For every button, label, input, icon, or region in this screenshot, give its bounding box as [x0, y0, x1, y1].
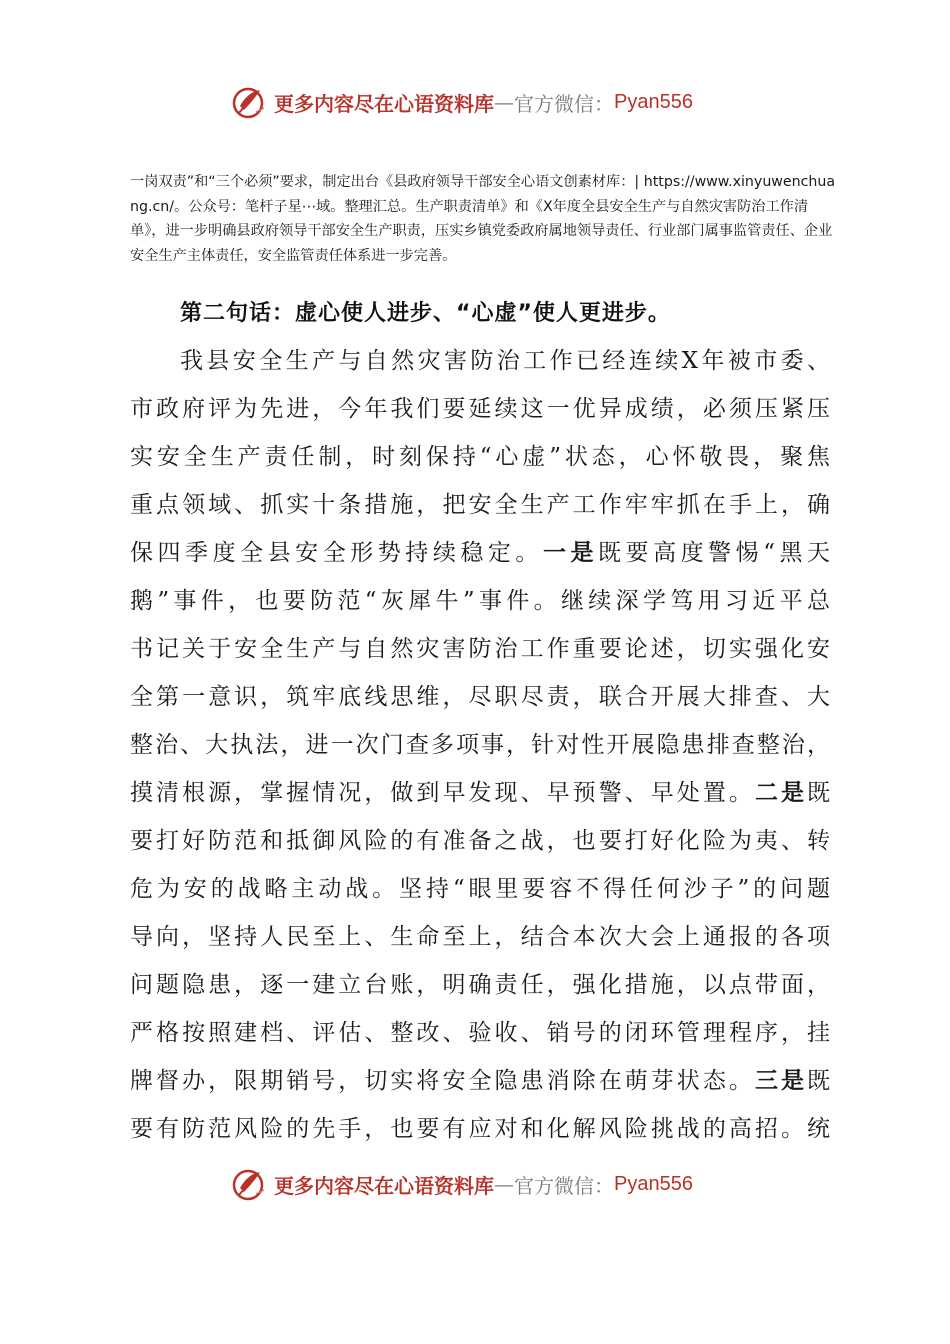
body-line: 全第一意识，筑牢底线思维，尽职尽责，联合开展大排查、大	[130, 684, 830, 710]
body-line: 整治、大执法，进一次门查多项事，针对性开展隐患排查整治，	[130, 732, 830, 758]
banner-wechat-id: Pyan556	[614, 90, 693, 113]
banner-dash: —	[494, 90, 514, 114]
banner-wechat-id: Pyan556	[614, 1172, 693, 1195]
body-line: 保四季度全县安全形势持续稳定。一是既要高度警惕“黑天	[130, 539, 831, 566]
body-line: 市政府评为先进，今年我们要延续这一优异成绩，必须压紧压	[130, 396, 830, 422]
section-heading: 第二句话：虚心使人进步、“心虚”使人更进步。	[180, 301, 671, 326]
banner-wechat-label: 官方微信：	[514, 1173, 614, 1198]
body-line: 实安全生产责任制，时刻保持“心虚”状态，心怀敬畏，聚焦	[130, 444, 830, 470]
footer-banner	[230, 1162, 693, 1206]
body-line: 危为安的战略主动战。坚持“眼里要容不得任何沙子”的问题	[130, 876, 830, 902]
banner-wechat-label: 官方微信：	[514, 91, 614, 116]
banner-title: 更多内容尽在心语资料库	[274, 1173, 494, 1198]
banner-title: 更多内容尽在心语资料库	[274, 91, 494, 116]
header-banner	[230, 80, 693, 124]
body-line: 要有防范风险的先手，也要有应对和化解风险挑战的高招。统	[130, 1116, 830, 1142]
body-line: 重点领域、抓实十条措施，把安全生产工作牢牢抓在手上，确	[130, 492, 830, 518]
body-line: 要打好防范和抵御风险的有准备之战，也要打好化险为夷、转	[130, 828, 830, 854]
body-line: 牌督办，限期销号，切实将安全隐患消除在萌芽状态。三是既	[130, 1067, 831, 1094]
body-line: 摸清根源，掌握情况，做到早发现、早预警、早处置。二是既	[130, 779, 831, 806]
body-line: 书记关于安全生产与自然灾害防治工作重要论述，切实强化安	[130, 636, 830, 662]
body-line: 问题隐患，逐一建立台账，明确责任，强化措施，以点带面，	[130, 972, 830, 998]
banner-dash: —	[494, 1172, 514, 1196]
library-logo-icon	[230, 82, 270, 122]
body-line: 我县安全生产与自然灾害防治工作已经连续X年被市委、	[180, 348, 830, 374]
body-line: 严格按照建档、评估、整改、验收、销号的闭环管理程序，挂	[130, 1020, 830, 1046]
library-logo-icon	[230, 1164, 270, 1204]
intro-paragraph: 一岗双责”和“三个必须”要求，制定出台《县政府领导干部安全心语文创素材库：| https://www.xinyuwenchuang.cn/。公众号：笔杆子星⋯域。整理汇总。生产职责清单》和《X年度全县安全生产与自然灾害防治工作清单》，进一步明确县政府领导干部安全生产职责，压实乡镇党委政府属地领导责任、行业部门属事监管责任、企业安全生产主体责任，安全监管责任体系进一步完善。	[130, 174, 836, 264]
body-line: 导向，坚持人民至上、生命至上，结合本次大会上通报的各项	[130, 924, 830, 950]
body-line: 鹅”事件，也要防范“灰犀牛”事件。继续深学笃用习近平总	[130, 588, 830, 614]
